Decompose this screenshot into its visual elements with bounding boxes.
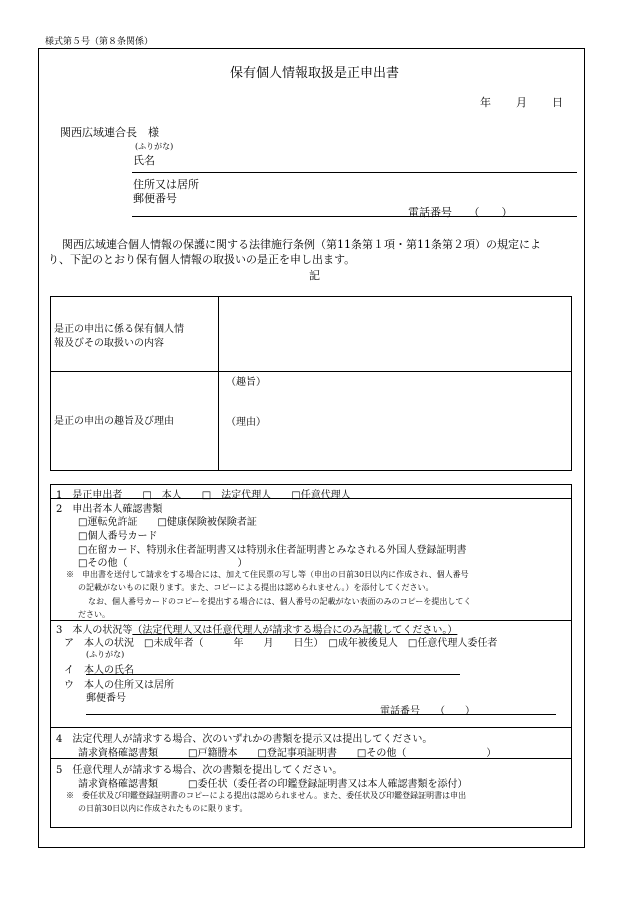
sec3-address-label: ウ 本人の住所又は居所 bbox=[64, 680, 174, 691]
sec3-title: 3 本人の状況等（法定代理人又は任意代理人が請求する場合にのみ記載してください。） bbox=[56, 625, 458, 636]
intro-line-1: 関西広域連合個人情報の保護に関する法律施行条例（第11条第１項・第11条第２項）の規定によ bbox=[62, 238, 541, 251]
sec3-status: ア 本人の状況 □未成年者（ 年 月 日生） □成年被後見人 □任意代理人委任者 bbox=[64, 638, 498, 649]
sec3-postal-label: 郵便番号 bbox=[86, 693, 126, 704]
date-day: 日 bbox=[552, 96, 563, 109]
sec2-note-2: の記載がないものに限ります。また、コピーによる提出は認められません。）を添付してください。 bbox=[78, 583, 434, 592]
sec2-note-1: ※ 申出書を送付して請求をする場合には、加えて住民票の写し等（申出の日前30日以内に作成され、個人番号 bbox=[66, 570, 469, 579]
sec5-title: 5 任意代理人が請求する場合、次の書類を提出してください。 bbox=[56, 765, 343, 776]
form-title: 保有個人情報取扱是正申出書 bbox=[230, 66, 400, 81]
sec5-note-1: ※ 委任状及び印鑑登録証明書のコピーによる提出は認められません。また、委任状及び印鑑登録証明書は申出 bbox=[66, 791, 467, 800]
ki-label: 記 bbox=[309, 269, 320, 282]
applicant-address-line bbox=[132, 216, 577, 217]
table-column-divider bbox=[218, 297, 219, 470]
applicant-furigana-label: (ふりがな) bbox=[135, 142, 174, 151]
row2-reason-label: （理由） bbox=[226, 417, 266, 428]
applicant-name-line bbox=[132, 172, 577, 173]
sec3-name-line bbox=[86, 674, 460, 675]
sec2-note-4: ださい。 bbox=[78, 610, 110, 619]
sec3-address-line bbox=[86, 714, 556, 715]
form-code: 様式第５号（第８条関係） bbox=[45, 37, 154, 47]
sec5-documents: 請求資格確認書類 □委任状（委任者の印鑑登録証明書又は本人確認書類を添付） bbox=[78, 779, 468, 790]
row2-purpose-label: （趣旨） bbox=[226, 377, 266, 388]
sec2-option-3: □在留カード、特別永住者証明書又は特別永住者証明書とみなされる外国人登録証明書 bbox=[78, 545, 467, 556]
intro-line-2: り、下記のとおり保有個人情報の取扱いの是正を申し出ます。 bbox=[48, 253, 356, 266]
applicant-name-label: 氏名 bbox=[133, 154, 155, 167]
applicant-address-label: 住所又は居所 bbox=[133, 178, 199, 191]
sec3-phone-label: 電話番号 （ ） bbox=[380, 706, 475, 717]
sec4-divider bbox=[51, 758, 571, 759]
row2-label: 是正の申出の趣旨及び理由 bbox=[54, 416, 174, 427]
date-month: 月 bbox=[516, 96, 527, 109]
applicant-phone-label: 電話番号 （ ） bbox=[408, 206, 513, 219]
table-row-divider bbox=[51, 371, 571, 372]
row1-label-line1: 是正の申出に係る保有個人情 bbox=[54, 324, 184, 335]
date-year: 年 bbox=[480, 96, 491, 109]
sec3-divider bbox=[51, 727, 571, 728]
sec2-option-2: □個人番号カード bbox=[78, 531, 158, 542]
sec4-title: 4 法定代理人が請求する場合、次のいずれかの書類を提示又は提出してください。 bbox=[56, 734, 433, 745]
addressee: 関西広域連合長 様 bbox=[60, 126, 159, 139]
sec2-option-1: □運転免許証 □健康保険被保険者証 bbox=[78, 517, 257, 528]
sec1-divider bbox=[51, 498, 571, 499]
sec5-note-2: の日前30日以内に作成されたものに限ります。 bbox=[78, 804, 248, 813]
sec2-note-3: なお、個人番号カードのコピーを提出する場合には、個人番号の記載がない表面のみのコピーを提出してく bbox=[88, 597, 472, 606]
sec1-applicant-type: 1 是正申出者 □ 本人 □ 法定代理人 □任意代理人 bbox=[56, 490, 351, 501]
sec2-option-4: □その他（ ） bbox=[78, 558, 248, 569]
sec4-documents: 請求資格確認書類 □戸籍謄本 □登記事項証明書 □その他（ ） bbox=[78, 748, 497, 759]
applicant-postal-label: 郵便番号 bbox=[133, 192, 177, 205]
row1-label-line2: 報及びその取扱いの内容 bbox=[54, 338, 164, 349]
sec2-title: 2 申出者本人確認書類 bbox=[56, 504, 163, 515]
sec3-person-name-label: イ 本人の氏名 bbox=[64, 665, 134, 676]
sec3-furigana-label: (ふりがな) bbox=[86, 650, 125, 659]
